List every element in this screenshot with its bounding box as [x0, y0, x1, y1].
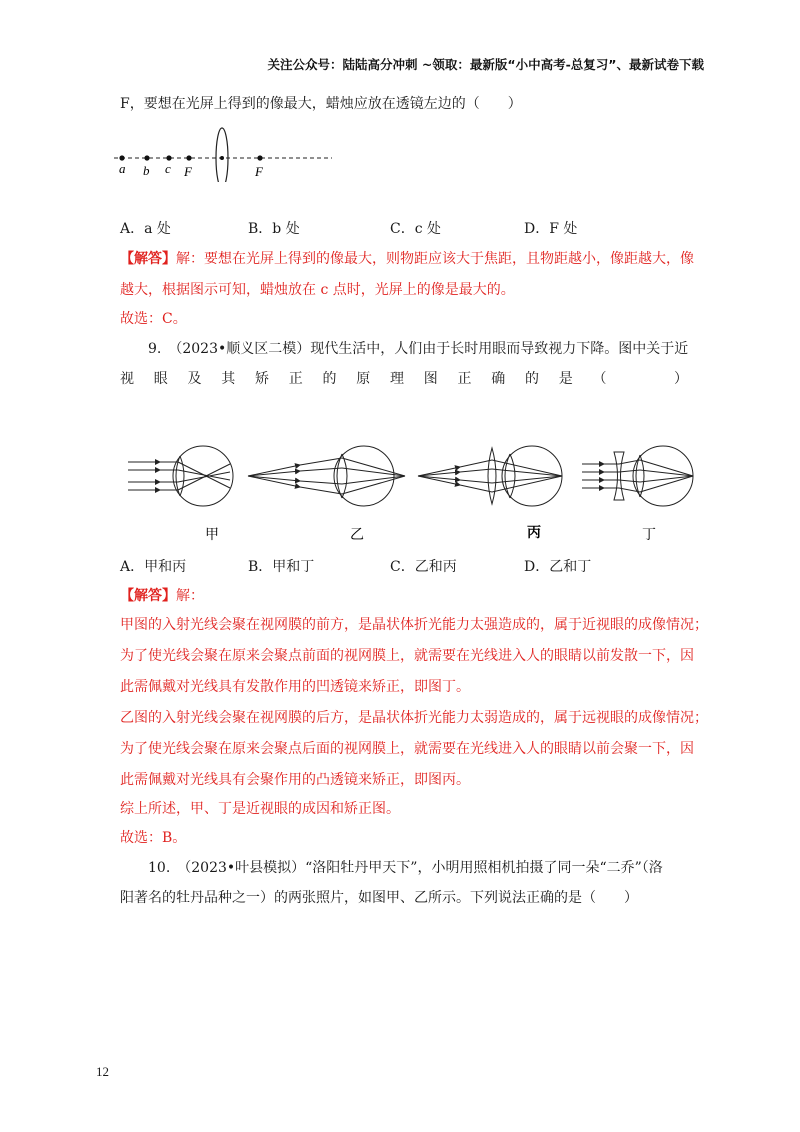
q9-answer-line3: 此需佩戴对光线具有发散作用的凹透镜来矫正，即图丁。 [120, 679, 470, 695]
q9-stem-line2: 视 眼 及 其 矫 正 的 原 理 图 正 确 的 是 （ ） [120, 371, 688, 387]
q8-choice: 故选：C。 [120, 311, 187, 327]
q9-choice: 故选：B。 [120, 830, 187, 846]
q9-option-a: A．甲和丙 [120, 559, 187, 575]
q9-answer-line2: 为了使光线会聚在原来会聚点前面的视网膜上，就需要在光线进入人的眼睛以前发散一下，因 [120, 648, 694, 664]
answer-tag: 【解答】 [120, 588, 176, 604]
point-a [119, 155, 124, 160]
figure-label-yi: 乙 [350, 528, 364, 543]
figure-label-jia: 甲 [205, 528, 219, 543]
page-header: 关注公众号：陆陆高分冲刺 ~领取：最新版“小中高考-总复习”、最新试卷下载 [267, 57, 704, 72]
q10-stem-line2: 阳著名的牡丹品种之一）的两张照片，如图甲、乙所示。下列说法正确的是（ ） [120, 890, 638, 906]
q9-answer-head: 【解答】解： [120, 588, 204, 604]
q9-answer-line1: 甲图的入射光线会聚在视网膜的前方，是晶状体折光能力太强造成的，属于近视眼的成像情况； [120, 617, 708, 633]
label-F-left: F [184, 164, 192, 179]
optical-center [220, 156, 224, 160]
q8-option-a: A．a 处 [120, 221, 171, 237]
point-c [166, 155, 171, 160]
q8-option-d: D．F 处 [524, 221, 578, 237]
eye-diagram-bing [418, 446, 562, 506]
q8-option-c: C．c 处 [390, 221, 442, 237]
eye-diagram-ding [582, 446, 693, 506]
q9-answer-line4: 乙图的入射光线会聚在视网膜的后方，是晶状体折光能力太弱造成的，属于远视眼的成像情况； [120, 710, 708, 726]
q8-answer-line1: 【解答】解：要想在光屏上得到的像最大，则物距应该大于焦距，且物距越小，像距越大，像 [120, 251, 694, 267]
q9-option-c: C．乙和丙 [390, 559, 457, 575]
q9-stem-line1: 9. （2023•顺义区二模）现代生活中，人们由于长时用眼而导致视力下降。图中关于近 [148, 341, 689, 357]
q8-option-b: B．b 处 [248, 221, 300, 237]
q9-answer-line6: 此需佩戴对光线具有会聚作用的凸透镜来矫正，即图丙。 [120, 772, 470, 788]
q9-eye-figures [120, 440, 700, 545]
page-number: 12 [96, 1064, 109, 1079]
label-F-right: F [255, 164, 263, 179]
q9-answer-line7: 综上所述，甲、丁是近视眼的成因和矫正图。 [120, 801, 400, 817]
answer-tag: 【解答】 [120, 251, 176, 267]
label-b: b [143, 163, 150, 178]
figure-label-bing: 丙 [527, 526, 541, 541]
label-a: a [119, 161, 126, 176]
eye-diagram-jia [128, 446, 233, 506]
q8-lens-figure [110, 122, 340, 182]
point-b [144, 155, 149, 160]
q10-stem-line1: 10. （2023•叶县模拟）“洛阳牡丹甲天下”，小明用照相机拍摄了同一朵“二乔”（洛 [148, 860, 663, 876]
q8-stem: F，要想在光屏上得到的像最大，蜡烛应放在透镜左边的（ ） [120, 96, 522, 112]
convex-lens [216, 128, 228, 182]
point-F-right [257, 155, 262, 160]
eye-diagram-yi [248, 446, 405, 506]
q9-answer-line5: 为了使光线会聚在原来会聚点后面的视网膜上，就需要在光线进入人的眼睛以前会聚一下，因 [120, 741, 694, 757]
q9-option-b: B．甲和丁 [248, 559, 315, 575]
point-F-left [186, 155, 191, 160]
figure-label-ding: 丁 [642, 528, 656, 543]
q9-option-d: D．乙和丁 [524, 559, 592, 575]
q8-answer-line2: 越大，根据图示可知，蜡烛放在 c 点时，光屏上的像是最大的。 [120, 282, 515, 298]
label-c: c [165, 161, 171, 176]
